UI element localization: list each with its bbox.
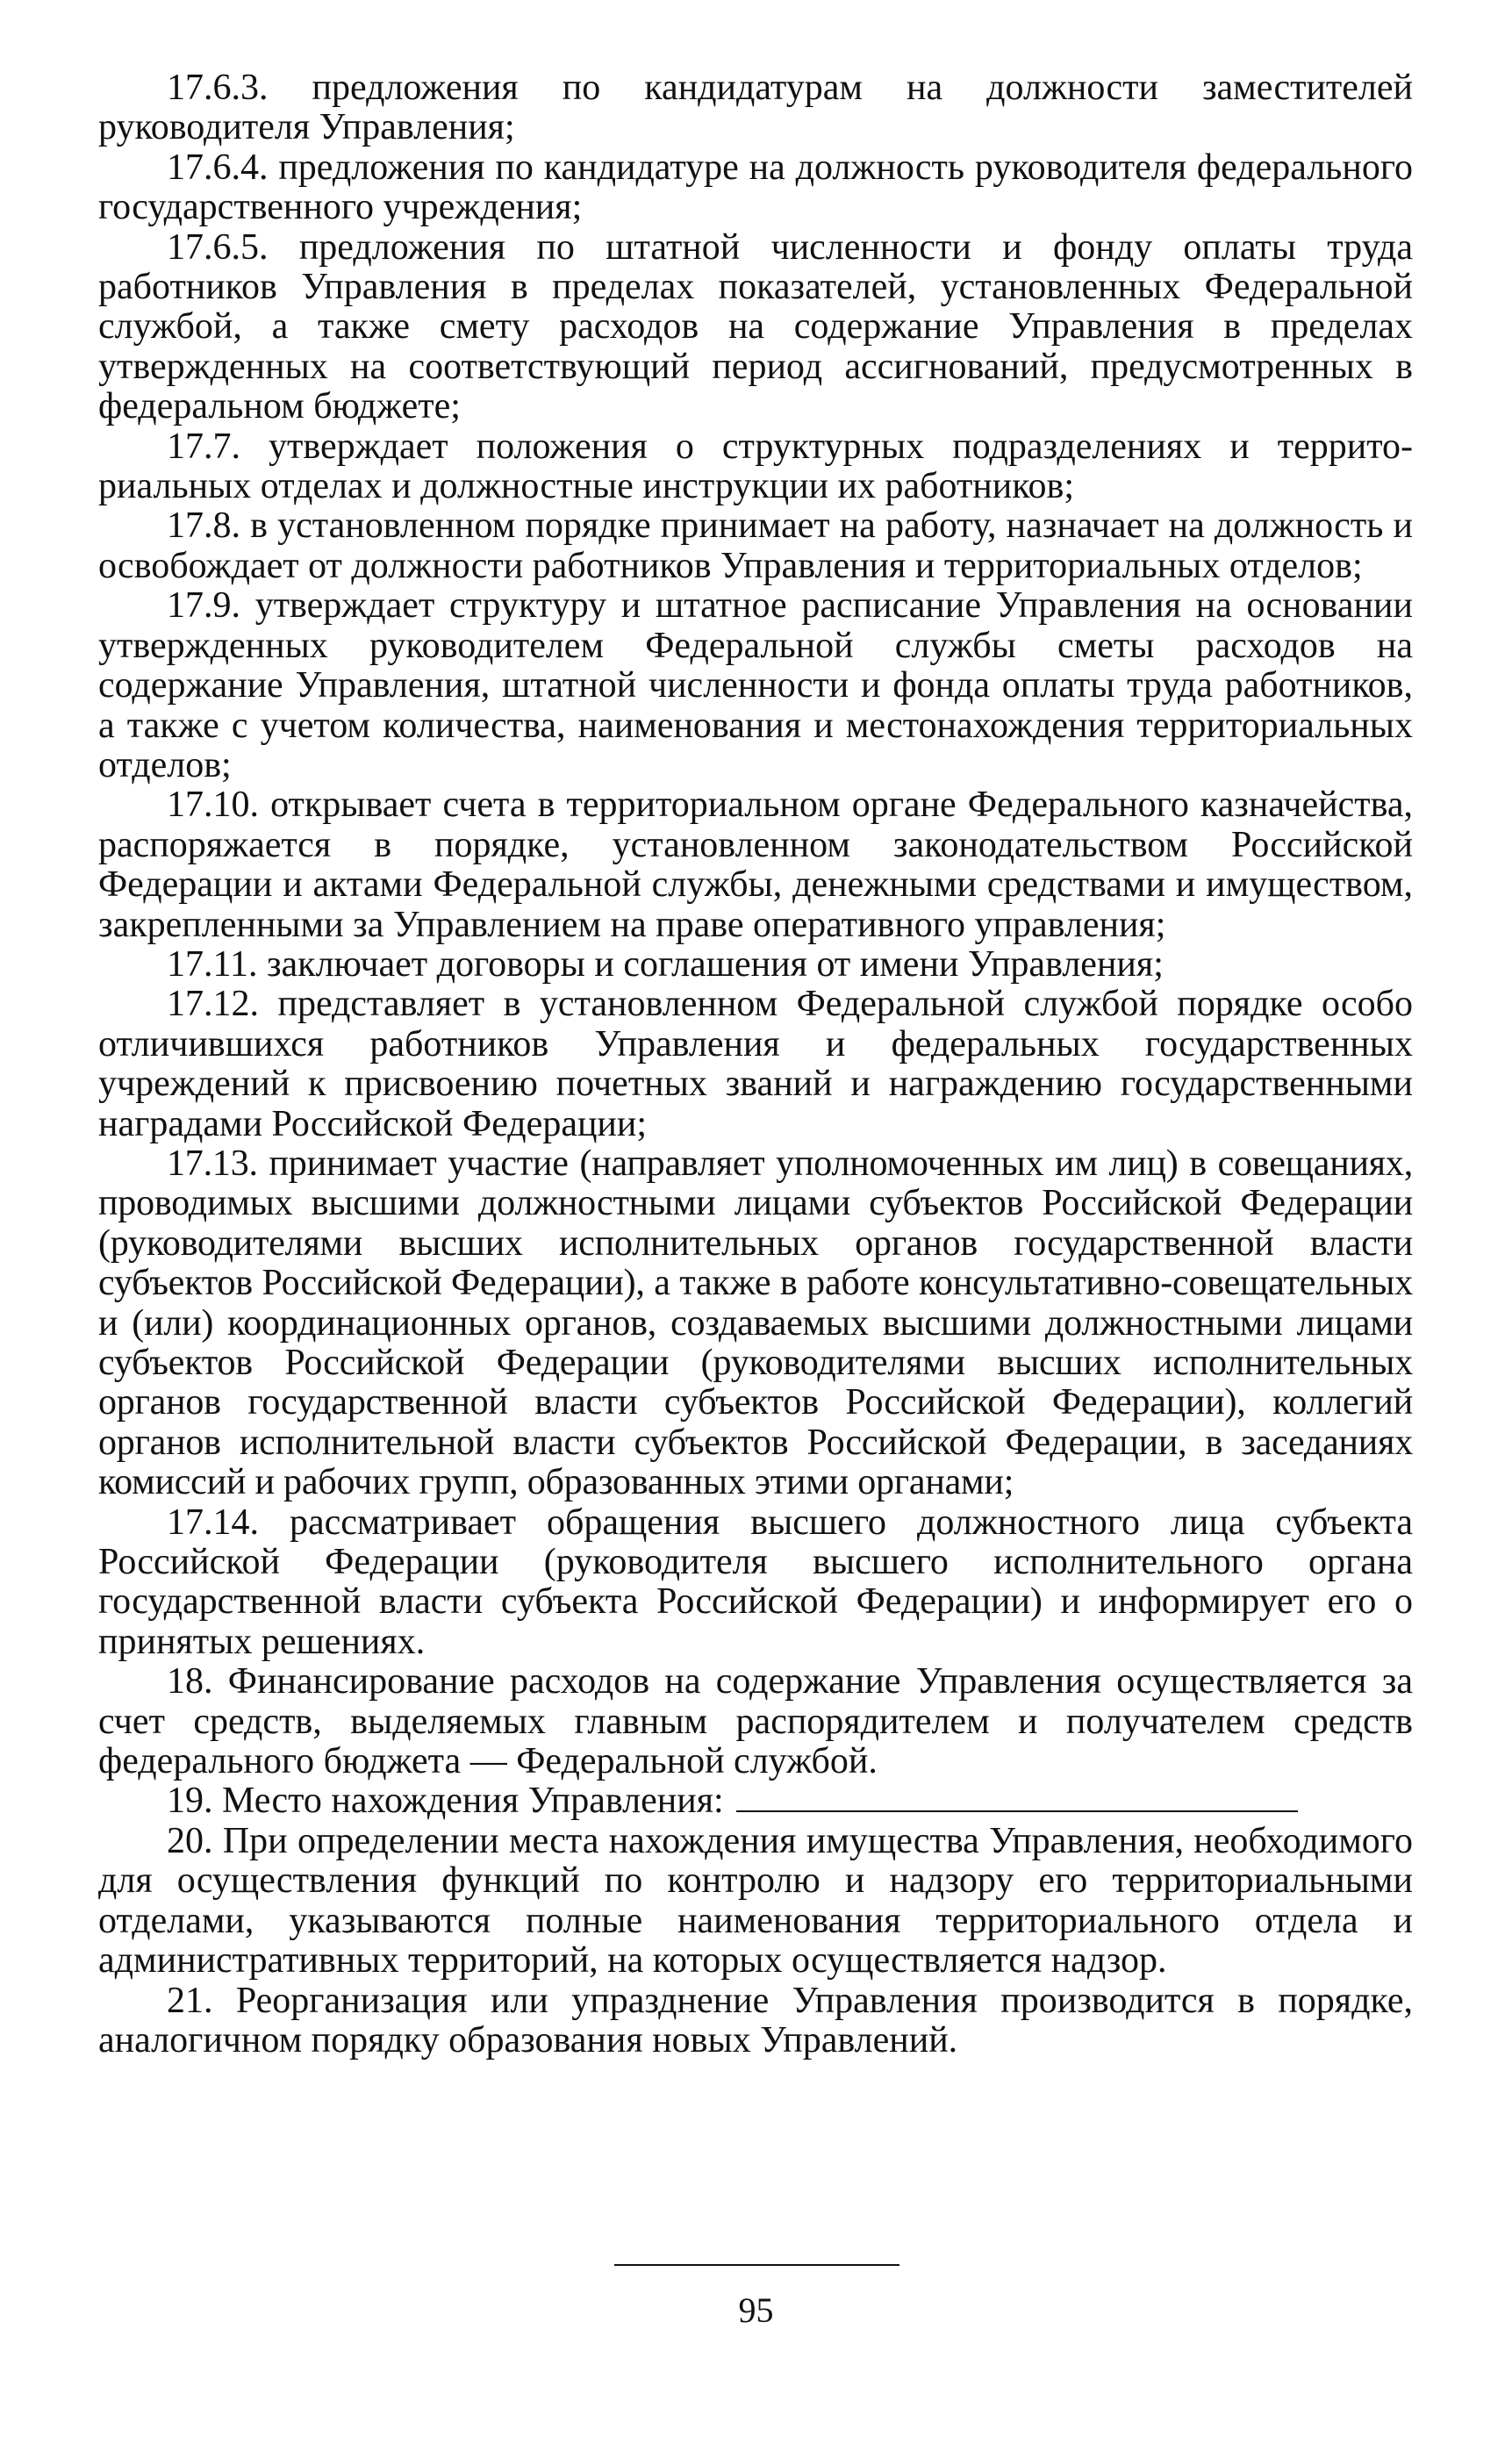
paragraph-21: 21. Реорганизация или упразднение Управления производится в порядке, аналогичном порядку образования новых Управлений. (98, 1980, 1413, 2061)
paragraph-17-10: 17.10. открывает счета в территориальном органе Федерального казначейства, распоряжается в порядке, установленном законодательством Российской Федерации и актами Федеральной службы, денежными средствами и имуществом, закрепленными за Управлением на праве оперативного управления; (98, 785, 1413, 945)
paragraph-17-9: 17.9. утверждает структуру и штатное расписание Управления на основании утвержденных руководителем Федеральной службы сметы расходов на содержание Управления, штатной численности и фонда оплаты труда работников, а также с учетом количества, наименования и местонахождения территориальных отделов; (98, 585, 1413, 785)
paragraph-17-12: 17.12. представляет в установленном Федеральной службой порядке особо отличившихся работников Управления и федеральных государственных учреждений к присвоению почетных званий и награждению государственными наградами Российской Федерации; (98, 984, 1413, 1144)
paragraph-20: 20. При определении места нахождения имущества Управления, необходимого для осуществления функций по контролю и надзору его территориальными отделами, указываются полные наименования территориального отдела и административных территорий, на которых осуществляется надзор. (98, 1820, 1413, 1982)
footer-divider (614, 2264, 899, 2266)
paragraph-19-text: 19. Место нахождения Управления: (167, 1781, 724, 1822)
page-number: 95 (738, 2290, 774, 2330)
paragraph-17-14: 17.14. рассматривает обращения высшего должностного лица субъекта Российской Федерации (руководителя высшего исполнительного органа государственной власти субъекта Российской Федерации) и информирует его о принятых решениях. (98, 1502, 1413, 1662)
paragraph-17-6-5: 17.6.5. предложения по штатной численности и фонду оплаты труда работников Управления в пределах показателей, установленных Федеральной службой, а также смету расходов на содержание Управления в пределах утвержденных на соответствующий период ассигнований, предусмотренных в федеральном бюджете; (98, 226, 1413, 427)
paragraph-17-6-4: 17.6.4. предложения по кандидатуре на должность руководителя федерального государственного учреждения; (98, 147, 1413, 228)
paragraph-17-7: 17.7. утверждает положения о структурных подразделениях и территориальных отделах и должностные инструкции их работников; (98, 426, 1413, 507)
paragraph-17-11: 17.11. заключает договоры и соглашения от имени Управления; (167, 943, 1164, 985)
paragraph-17-8: 17.8. в установленном порядке принимает на работу, назначает на должность и освобождает от должности работников Управления и территориальных отделов; (98, 505, 1413, 586)
location-blank-line (736, 1784, 1298, 1812)
paragraph-18: 18. Финансирование расходов на содержание Управления осуществляется за счет средств, выделяемых главным распорядителем и получателем средств федерального бюджета — Федеральной службой. (98, 1661, 1413, 1782)
document-body (98, 68, 1413, 2061)
paragraph-17-13: 17.13. принимает участие (направляет уполномоченных им лиц) в совещаниях, проводимых высшими должностными лицами субъектов Российской Федерации (руководителями высших исполнительных органов государственной власти субъектов Российской Федерации), а также в работе консультативно-совещательных и (или) координационных органов, создаваемых высшими должностными лицами субъектов Российской Федерации (руководителями высших исполнительных органов государственной власти субъектов Российской Федерации), коллегий органов исполнительной власти субъектов Российской Федерации, в заседаниях комиссий и рабочих групп, образованных этими органами; (98, 1143, 1413, 1503)
paragraph-19 (98, 1781, 1413, 1821)
paragraph-17-6-3: 17.6.3. предложения по кандидатурам на должности заместителей руководителя Управления; (98, 68, 1413, 148)
